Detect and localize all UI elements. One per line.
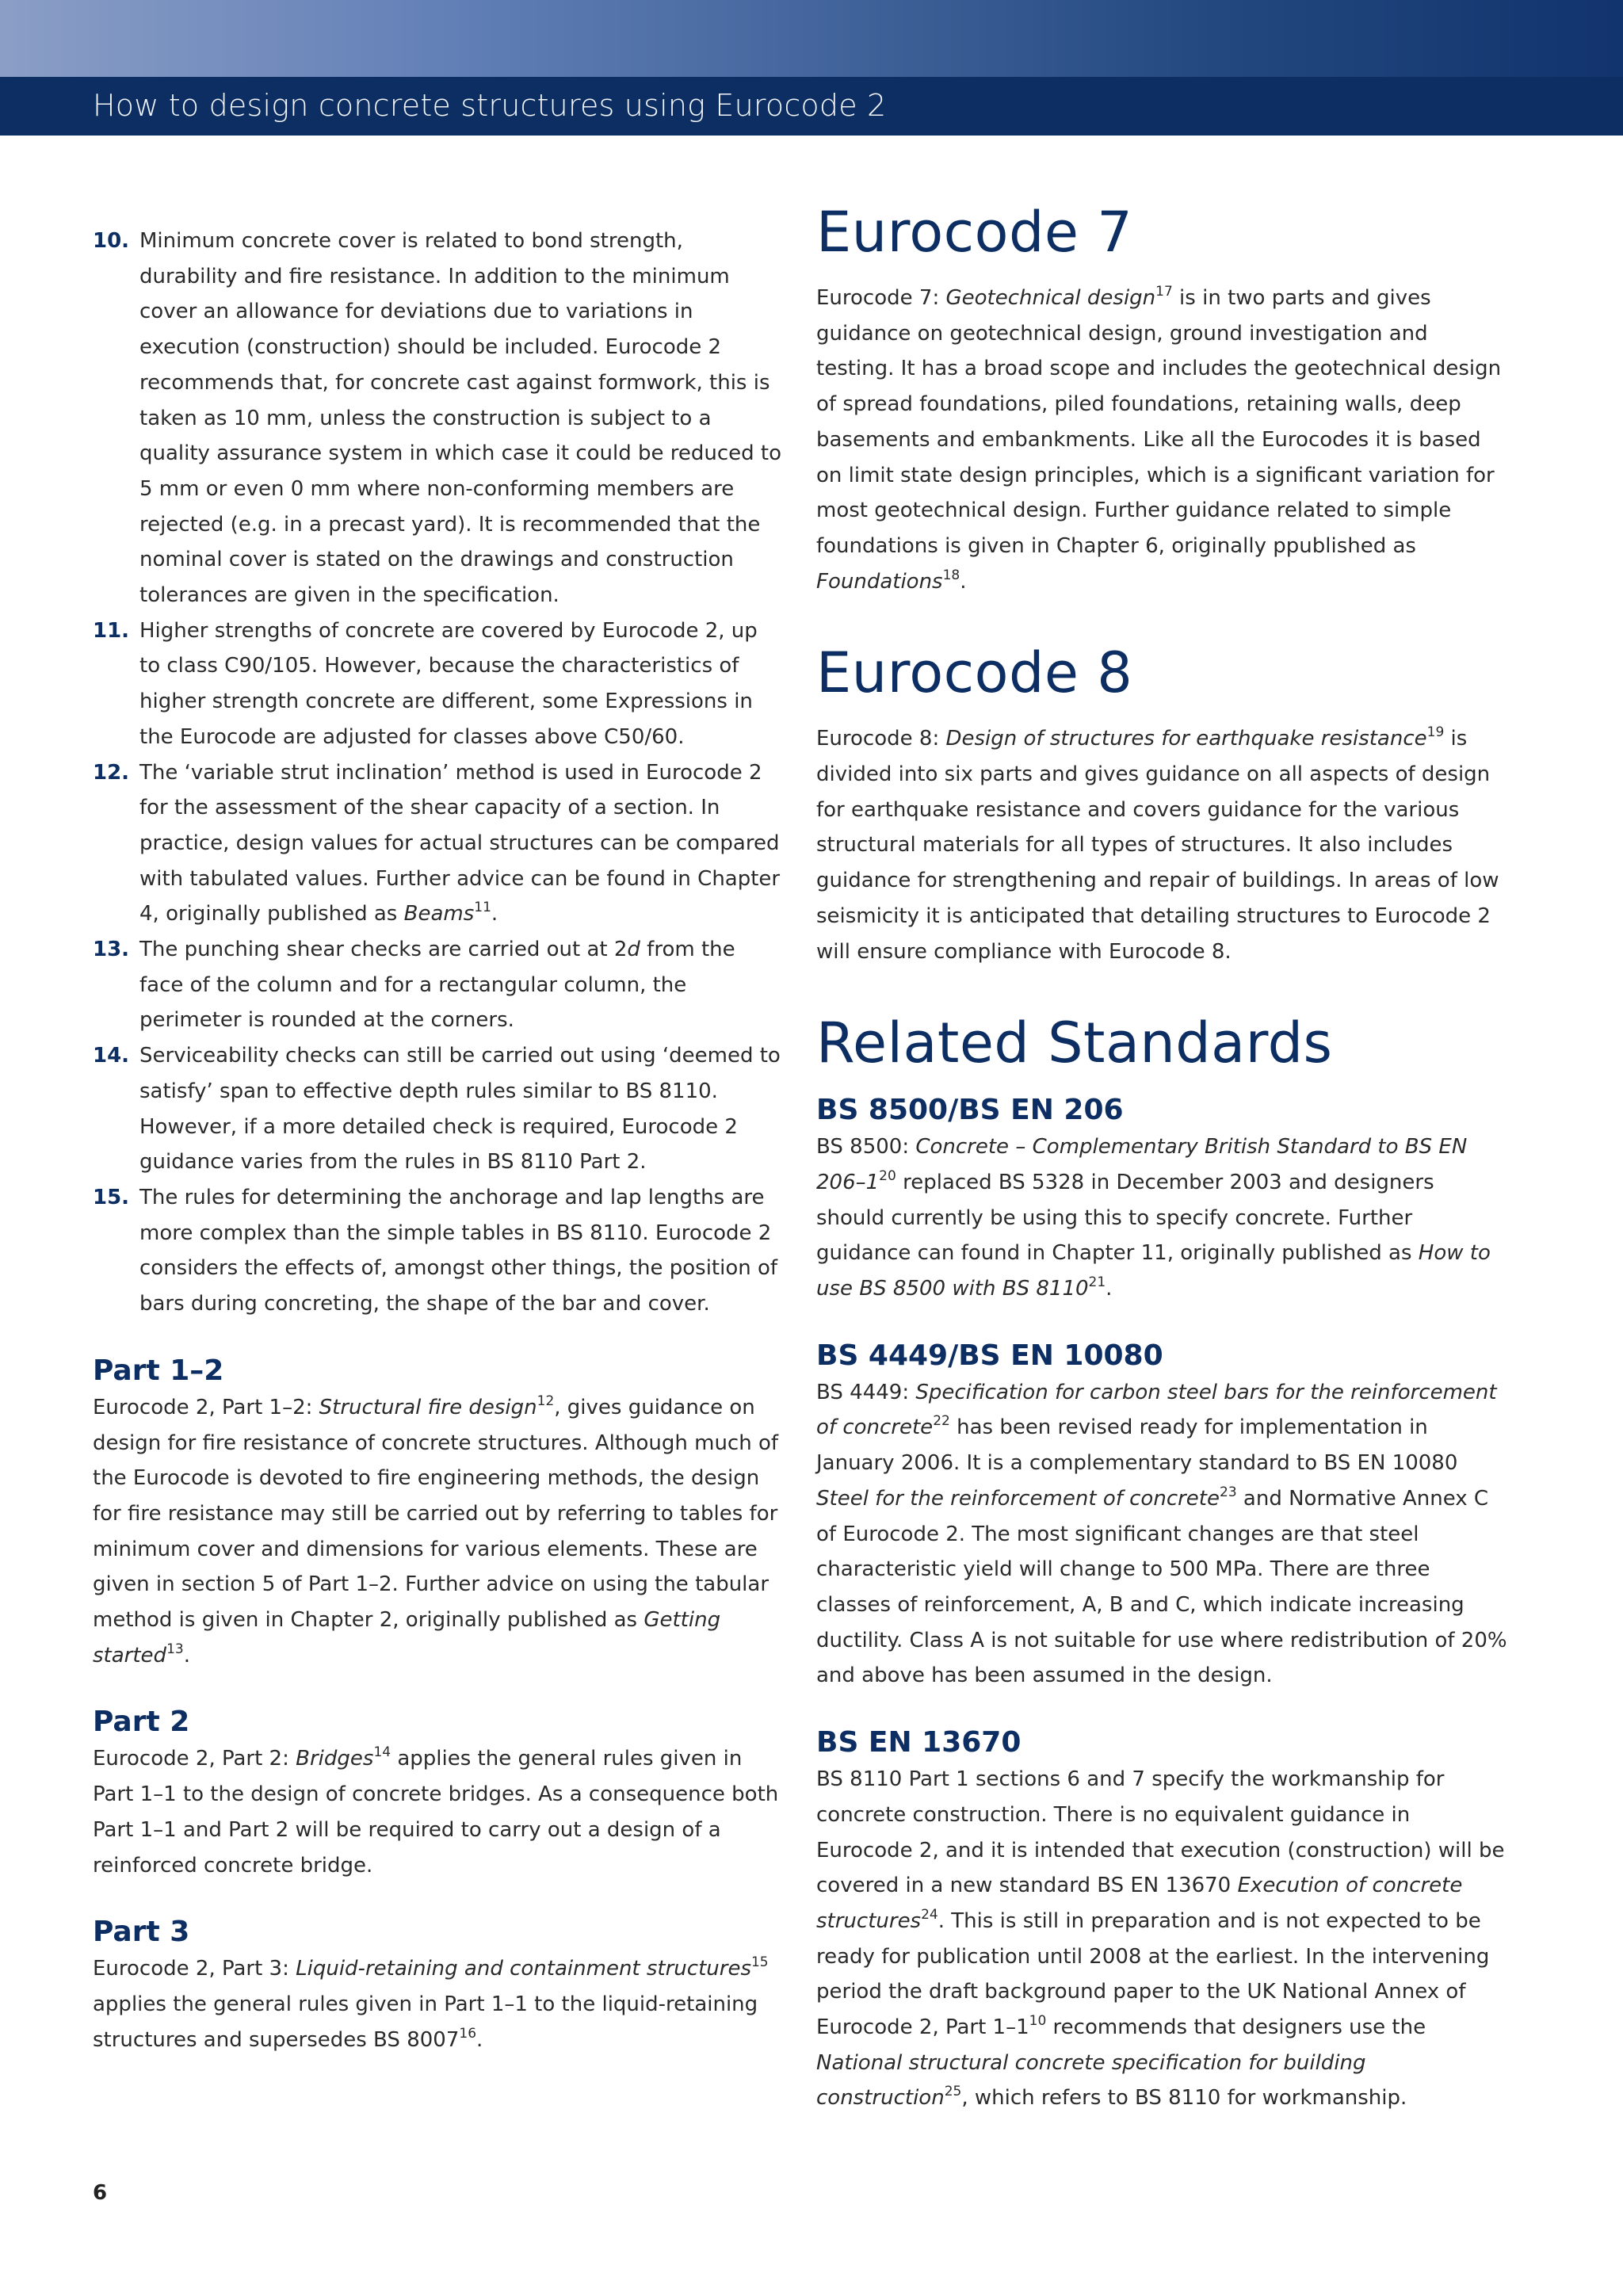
- reference-title: Structural fire design: [319, 1395, 537, 1419]
- reference-number: 18: [942, 567, 960, 583]
- header-title-bar: [0, 77, 1623, 136]
- reference-title: Foundations: [816, 569, 943, 594]
- section-paragraph: Eurocode 2, Part 3: Liquid-retaining and containment structures$^{15}$ applies the general rules given in Part 1–1 to the liquid-retaining structures and supersedes BS 8007$^{16}$.: [93, 1954, 769, 2052]
- section-heading-eurocode-8: Eurocode 8: [816, 640, 1133, 706]
- list-text: Serviceability checks can still be carried out using ‘deemed to satisfy’ span to effective depth rules similar to BS 8110. However, if a more detailed check is required, Eurocode 2 guidance varies from the rules in BS 8110 Part 2.: [139, 1044, 781, 1175]
- section-paragraph: Eurocode 2, Part 2: Bridges$^{14}$ applies the general rules given in Part 1–1 to the design of concrete bridges. As a consequence both Part 1–1 and Part 2 will be required to carry out a design of a reinforced concrete bridge.: [93, 1744, 779, 1878]
- reference-title: Getting started: [93, 1608, 721, 1668]
- reference-title: National structural concrete specification for building construction: [816, 2050, 1366, 2111]
- section-heading-eurocode-7: Eurocode 7: [816, 200, 1133, 265]
- section-heading-part-3: Part 3: [93, 1916, 190, 1949]
- list-number: 12.: [93, 760, 130, 785]
- section-heading-related-standards: Related Standards: [816, 1010, 1333, 1076]
- reference-number: 24: [921, 1906, 938, 1923]
- reference-number: 19: [1426, 724, 1445, 741]
- reference-number: 25: [944, 2084, 962, 2100]
- subheading-bs-8500: BS 8500/BS EN 206: [816, 1094, 1124, 1127]
- section-paragraph: BS 4449: Specification for carbon steel bars for the reinforcement of concrete$^{22}$ has been revised ready for implementation in January 2006. It is a complementary standard to BS EN 10080 Steel for the reinforcement of concrete$^{23}$ and Normative Annex C of Eurocode 2. The most significant changes are that steel characteristic yield will change to 500 MPa. There are three classes of reinforcement, A, B and C, which indicate increasing ductility. Class A is not suitable for use where redistribution of 20% and above has been assumed in the design.: [816, 1380, 1507, 1688]
- list-text: Minimum concrete cover is related to bond strength, durability and fire resistance. In addition to the minimum cover an allowance for deviations due to variations in execution (construction) should be included. Eurocode 2 recommends that, for concrete cast against formwork, this is taken as 10 mm, unless the construction is subject to a quality assurance system in which case it could be reduced to 5 mm or even 0 mm where non-conforming members are rejected (e.g. in a precast yard). It is recommended that the nominal cover is stated on the drawings and construction tolerances are given in the specification.: [139, 229, 782, 608]
- reference-title: Beams: [403, 902, 475, 926]
- right-column: [816, 198, 1508, 2116]
- reference-number: 20: [879, 1167, 896, 1184]
- reference-number: 21: [1088, 1274, 1106, 1291]
- reference-number: 17: [1155, 284, 1173, 300]
- list-item: [93, 223, 785, 613]
- reference-title: Design of structures for earthquake resistance: [945, 727, 1427, 751]
- numbered-notes-list: [93, 223, 785, 1322]
- list-text: .: [491, 902, 498, 926]
- list-text: Higher strengths of concrete are covered by Eurocode 2, up to class C90/105. However, because the characteristics of higher strength concrete are different, some Expressions in the Eurocode are adjusted for classes above C50/60.: [139, 618, 758, 749]
- list-item: [93, 1180, 785, 1322]
- section-paragraph: BS 8110 Part 1 sections 6 and 7 specify the workmanship for concrete construction. There is no equivalent guidance in Eurocode 2, and it is intended that execution (construction) will be covered in a new standard BS EN 13670 Execution of concrete structures$^{24}$. This is still in preparation and is not expected to be ready for publication until 2008 at the earliest. In the intervening period the draft background paper to the UK National Annex of Eurocode 2, Part $1-1^{10}$ recommends that designers use the National structural concrete specification for building construction$^{25}$, which refers to BS 8110 for workmanship.: [816, 1767, 1505, 2111]
- page-number: 6: [93, 2181, 108, 2205]
- section-heading-part-1-2: Part 1–2: [93, 1354, 224, 1387]
- header-gradient-band: [0, 0, 1623, 77]
- reference-number: 11: [474, 900, 491, 916]
- list-item: [93, 755, 785, 933]
- italic-term: d: [627, 938, 640, 962]
- reference-title: Steel for the reinforcement of concrete: [816, 1486, 1220, 1511]
- reference-number: 13: [166, 1641, 184, 1657]
- document-title: How to design concrete structures using Eurocode 2: [93, 88, 887, 123]
- list-text: The rules for determining the anchorage and lap lengths are more complex than the simple tables in BS 8110. Eurocode 2 considers the effects of, amongst other things, the position of bars during concreting, the shape of the bar and cover.: [139, 1185, 778, 1316]
- section-paragraph: BS 8500: Concrete – Complementary British Standard to BS EN $206-1^{20}$ replaced BS 5328 in December 2003 and designers should currently be using this to specify concrete. Further guidance can found in Chapter 11, originally published as How to use BS 8500 with BS 8110$^{21}$.: [816, 1135, 1491, 1301]
- section-heading-part-2: Part 2: [93, 1706, 190, 1739]
- list-item: [93, 613, 785, 755]
- reference-title: How to use BS 8500 with BS 8110: [816, 1241, 1491, 1301]
- list-item: [93, 1038, 785, 1180]
- reference-title: Concrete – Complementary British Standard to BS EN 206–1: [816, 1135, 1468, 1194]
- list-text: The ‘variable strut inclination’ method is used in Eurocode 2 for the assessment of the shear capacity of a section. In practice, design values for actual structures can be compared with tabulated values. Further advice can be found in Chapter 4, originally published as: [139, 760, 781, 926]
- list-number: 14.: [93, 1044, 130, 1068]
- section-paragraph: Eurocode 8: Design of structures for earthquake resistance$^{19}$ is divided into six parts and gives guidance on all aspects of design for earthquake resistance and covers guidance for the various structural materials for all types of structures. It also includes guidance for strengthening and repair of buildings. In areas of low seismicity it is anticipated that detailing structures to Eurocode 2 will ensure compliance with Eurocode 8.: [816, 724, 1499, 964]
- reference-number: 16: [459, 2025, 477, 2042]
- reference-title: Liquid-retaining and containment structures: [296, 1957, 751, 1981]
- reference-number: 23: [1220, 1484, 1237, 1500]
- subheading-bs-4449: BS 4449/BS EN 10080: [816, 1339, 1163, 1372]
- section-paragraph: Eurocode 7: Geotechnical design$^{17}$ is in two parts and gives guidance on geotechnical design, ground investigation and testing. It has a broad scope and includes the geotechnical design of spread foundations, piled foundations, retaining walls, deep basements and embankments. Like all the Eurocodes it is based on limit state design principles, which is a significant variation for most geotechnical design. Further guidance related to simple foundations is given in Chapter 6, originally ppublished as Foundations$^{18}$.: [816, 284, 1502, 594]
- list-item: [93, 932, 785, 1038]
- left-column: [93, 223, 785, 2057]
- reference-title: Geotechnical design: [945, 286, 1156, 310]
- subheading-bs-en-13670: BS EN 13670: [816, 1726, 1022, 1759]
- section-paragraph: Eurocode 2, Part 1–2: Structural fire design$^{12}$, gives guidance on design for fire resistance of concrete structures. Although much of the Eurocode is devoted to fire engineering methods, the design for fire resistance may still be carried out by referring to tables for minimum cover and dimensions for various elements. These are given in section 5 of Part 1–2. Further advice on using the tabular method is given in Chapter 2, originally published as Getting started$^{13}$.: [93, 1392, 779, 1668]
- list-text: from the face of the column and for a rectangular column, the perimeter is rounded at the corners.: [139, 938, 735, 1033]
- reference-number: 12: [537, 1392, 555, 1409]
- list-text: The punching shear checks are carried out at 2: [139, 938, 628, 962]
- reference-number: 14: [373, 1744, 391, 1761]
- list-number: 15.: [93, 1185, 130, 1209]
- reference-number: 15: [750, 1954, 769, 1971]
- list-number: 11.: [93, 618, 130, 643]
- reference-title: Execution of concrete structures: [816, 1874, 1463, 1933]
- reference-number: 10: [1029, 2013, 1047, 2030]
- list-number: 10.: [93, 229, 130, 253]
- reference-title: Bridges: [296, 1747, 374, 1771]
- list-number: 13.: [93, 938, 130, 962]
- reference-title: Specification for carbon steel bars for the reinforcement of concrete: [816, 1380, 1497, 1440]
- reference-number: 22: [933, 1413, 950, 1430]
